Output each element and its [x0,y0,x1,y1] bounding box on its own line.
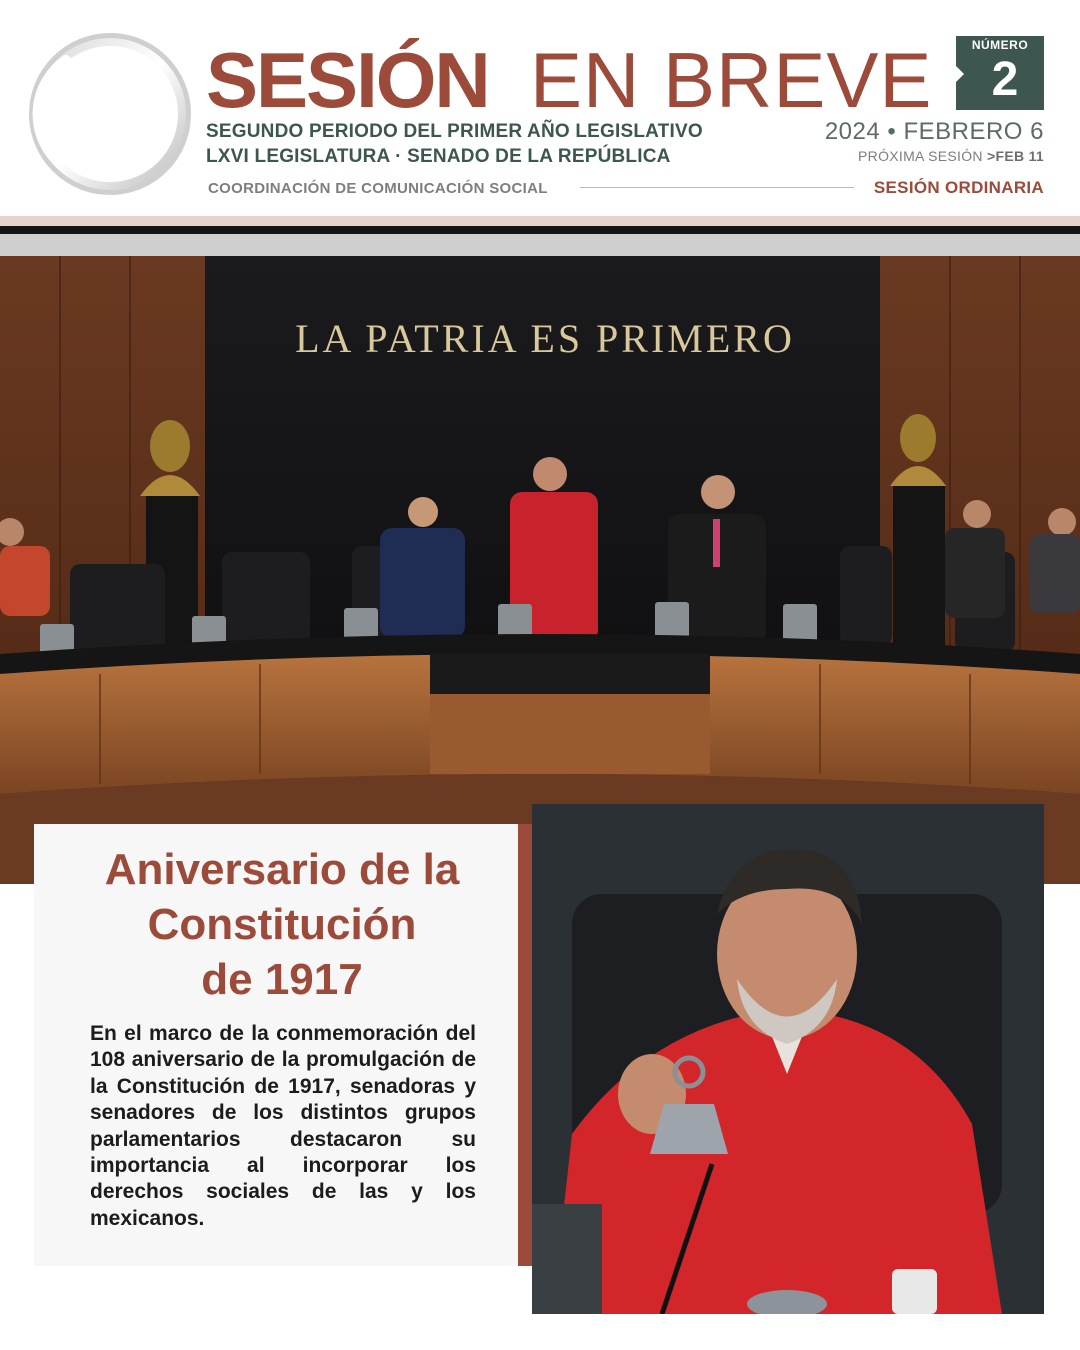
headline-line-2: Constitución [147,900,417,949]
article-headline [50,842,514,1007]
article-card-accent [518,824,532,1266]
subtitle-legislature: LXVI LEGISLATURA · SENADO DE LA REPÚBLICA [206,146,671,167]
session-type: SESIÓN ORDINARIA [873,178,1044,197]
masthead-title-bold: SESIÓN [206,36,489,124]
masthead-title-light: EN BREVE [530,36,933,124]
next-session-date: >FEB 11 [987,148,1044,164]
chamber-motto: LA PATRIA ES PRIMERO [295,316,795,361]
senate-president-photo [532,804,1044,1314]
issue-number: 2 [991,53,1019,106]
senate-logo-ring [26,30,194,198]
headline-line-1: Aniversario de la [104,845,460,894]
article-body: En el marco de la conmemoración del 108 aniversario de la promulgación de la Constitución de 1917, senadoras y senadores de los distintos grupos parlamentarios destacaron su importancia al incorporar los derechos sociales de las y los mexicanos. [90,1022,476,1230]
headline-line-3: de 1917 [201,955,363,1004]
session-date: 2024 • FEBRERO 6 [824,118,1044,145]
subtitle-period: SEGUNDO PERIODO DEL PRIMER AÑO LEGISLATIVO [206,121,703,142]
senate-chamber-photo [0,234,1080,884]
issue-number-notch [956,66,964,82]
header-band [0,216,1080,226]
next-session-label: PRÓXIMA SESIÓN [858,148,983,164]
next-session [858,148,1044,164]
header-divider [580,187,854,188]
header-band-dark [0,226,1080,234]
issue-number-label: NÚMERO [971,38,1029,52]
department-label: COORDINACIÓN DE COMUNICACIÓN SOCIAL [208,180,548,197]
